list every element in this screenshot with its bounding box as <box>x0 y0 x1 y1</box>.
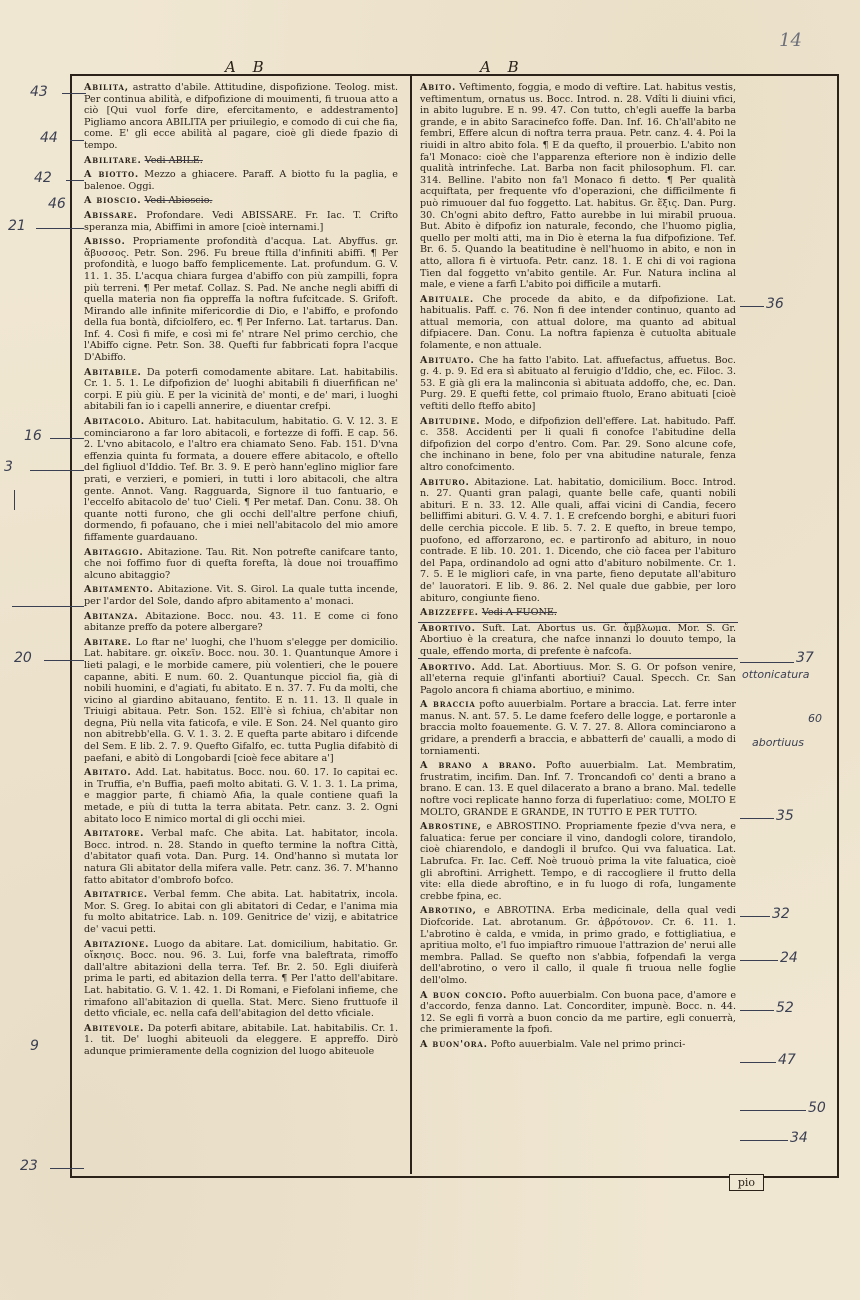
entry-headword: Abisso. <box>84 236 126 248</box>
margin-note: 21 <box>8 218 26 234</box>
running-head-left: A B <box>225 58 270 76</box>
dictionary-entry <box>418 622 738 659</box>
entry-text: Modo, e difpofizion dell'effere. Lat. habitudo. Paff. c. 358. Accidenti per li quali fi conofce l'abitudine della difpofizion del corpo d'entro. Com. Par. 29. Sono alcune cofe, che inchinano in bene, folo per vna abitudine naturale, fenza altro conofcimento. <box>420 415 736 473</box>
margin-note: 34 <box>790 1130 808 1146</box>
dictionary-entry <box>418 699 738 757</box>
dictionary-entry <box>418 355 738 413</box>
dictionary-entry <box>82 547 400 582</box>
margin-note: 16 <box>24 428 42 444</box>
margin-note: 23 <box>20 1158 38 1174</box>
entry-text: astratto d'abile. Attitudine, dispofizione. Teolog. mist. Per continua abilità, e difpofizione di mouimenti, fi truoua atto a ciò [Qui vuol forfe dire, efercitamento, e addestramento] Pigliamo ancora ABILITA per priuilegio, e comodo di cui che fia, come. E' gli ecce abilità al pagare, cioè gli diede fpazio di tempo. <box>84 82 398 151</box>
margin-note: 46 <box>48 196 66 212</box>
entry-text: Add. Lat. Abortiuus. Mor. S. G. Or pofson venire, all'eterna requie gl'infanti abortiui? Caual. Specch. Cr. San Pagolo ancora fi chiama abortiuo, e minimo. <box>420 661 736 696</box>
entry-text: Pofto auuerbialm. Vale nel primo princi- <box>490 1038 686 1050</box>
entry-text: Add. Lat. habitatus. Bocc. nou. 60. 17. Io capitai ec. in Truffia, e'n Buffia, paefi molto abitati. G. V. 1. 3. 1. La prima, e maggior parte, fi chiamò Afia, la quale contiene quafi la metade, e più di tutta la terra abitata. Petr. canz. 3. 2. Ogni abitato loco E nimico mortal di gli occhi miei. <box>84 767 398 825</box>
margin-note: 43 <box>30 84 48 100</box>
margin-leader <box>62 93 86 94</box>
dictionary-entry <box>418 905 738 986</box>
dictionary-entry <box>418 760 738 818</box>
entry-headword: Abitato. <box>84 767 132 779</box>
margin-note: 20 <box>14 650 32 666</box>
column-divider <box>410 74 412 1174</box>
margin-note: 52 <box>776 1000 794 1016</box>
entry-text: Abituro. Lat. habitaculum, habitatio. G. V. 12. 3. E cominciarono a far loro abitacoli, e fortezze di foffi. E cap. 56. 2. L'vno abitacolo, e l'altro era chiamato Seno. Fab. 151. D'vna effenzia quinta fu formata, a douere effere abitacolo, e oftello del figliuol d'Iddio. Tef. Br. 3. 9. E però hann'eglino miglior fare prati, e verzieri, e pomieri, in tutti i loro abitacoli, che altra gente. Annot. Vang. Ragguarda, Signore il tuo fantuario, e l'eccelfo abitacolo de' tuo' Cieli. ¶ Per metaf. Dan. Conu. 38. Oh quante notti furono, che gli occhi dell'altre perfone chiufi, dormendo, fi pofauano, che i miei nell'abitacolo del mio amore fiffamente guardauano. <box>84 416 398 543</box>
dictionary-entry <box>418 477 738 605</box>
dictionary-entry <box>82 1023 400 1058</box>
margin-note: 35 <box>776 808 794 824</box>
catchword: pio <box>729 1174 764 1191</box>
margin-note: 3 <box>4 459 13 475</box>
entry-text: Verbal mafc. Che abita. Lat. habitator, incola. Bocc. introd. n. 28. Stando in quefto termine la noftra Città, d'abitator quafi vota. Dan. Purg. 14. Ond'hanno sì mutata lor natura Gli abitator della mifera valle. Petr. canz. 36. 7. M'hanno fatto abitator d'ombrofo bofco. <box>84 828 398 886</box>
dictionary-entry <box>82 584 400 607</box>
entry-headword: A biotto. <box>84 169 140 181</box>
dictionary-entry <box>82 82 400 152</box>
entry-headword: Abitabile. <box>84 366 142 378</box>
entry-text: Vedi Abioscio. <box>144 195 213 207</box>
margin-annotation: ottonicatura <box>742 668 810 681</box>
entry-text: Abitazione. Vit. S. Girol. La quale tutta incende, per l'ardor del Sole, dando afpro abitamento a' monaci. <box>84 584 398 607</box>
entry-headword: Abrostine, <box>420 821 482 833</box>
entry-text: pofto auuerbialm. Portare a braccia. Lat. ferre inter manus. N. ant. 57. 5. Le dame fcefero delle logge, e portaronle a braccia molto foauemente. G. V. 7. 27. 8. Allora cominciarono a gridare, a prenderfi a braccia, e abbatterfi de' caualli, a modo di torniamenti. <box>420 699 736 757</box>
dictionary-entry <box>418 821 738 902</box>
entry-text: Abitazione. Lat. habitatio, domicilium. Bocc. Introd. n. 27. Quanti gran palagi, quante belle cafe, quanti nobili abituri. E n. 33. 12. Alle quali, affai vicini di Candia, fecero belliffimi abituri. G. V. 4. 7. 1. E crefcendo borghi, e abituri fuori delle cerchia piccole. E lib. 5. 7. 2. E quefto, in breue tempo, puofono, ed afforzarono, ec. e partironfo ad abituro, in nouo contrade. E lib. 10. 201. 1. Dicendo, che ciò facea per l'abituro del Papa, ordinandolo ad ogni atto d'abituro nobilmente. Cr. 1. 7. 5. E le migliori cafe, in vna parte, fieno deputate all'abituro de' lauoratori. E lib. 9. 86. 2. Nel quale due gabbie, per loro abituro, congiunte fieno. <box>420 476 736 604</box>
entry-text: Profondare. Vedi ABISSARE. Fr. Iac. T. Crifto speranza mia, Abiffimi in amore [cioè internami.] <box>84 209 399 233</box>
entry-text: Abitazione. Bocc. nou. 43. 11. E come ci fono abitanze preffo da potere albergare? <box>84 610 398 634</box>
dictionary-entry <box>82 828 400 886</box>
margin-annotation: 60 <box>808 712 822 725</box>
dictionary-entry <box>82 416 400 544</box>
running-head-right: A B <box>480 58 525 76</box>
margin-leader <box>740 818 774 819</box>
dictionary-entry <box>82 155 400 167</box>
margin-leader <box>740 662 794 663</box>
entry-text: e ABROTINA. Erba medicinale, della qual vedi Diofcoride. Lat. abrotanum. Gr. ἀβρότονον. Cr. 6. 11. 1. L'abrotino è calda, e vmida, in primo grado, e fottigliatiua, e apritiua molto, e'l fuo impiaftro rimuoue l'attrazion de' nerui alle membra. Pallad. Se quefto non s'abbia, fofpendafi la verga dell'abrotino, o vero il callo, il quale fi truoua nelle foglie dell'olmo. <box>420 905 736 986</box>
entry-text: Vedi ABILE. <box>144 154 203 166</box>
entry-headword: Abitaggio. <box>84 546 144 558</box>
entry-headword: Abitudine. <box>420 415 481 427</box>
margin-leader <box>740 1110 806 1111</box>
entry-text: Da poterfi abitare, abitabile. Lat. habitabilis. Cr. 1. 1. tit. De' luoghi abiteuoli da eleggere. E appreffo. Dirò adunque primieramente della cognizion del luogo abiteuole <box>84 1022 398 1057</box>
entry-text: Che procede da abito, e da difpofizione. Lat. habitualis. Paff. c. 76. Non fi dee intender continuo, quanto ad attual memoria, con attual dolore, ma quanto ad abitual difpiacere. Dan. Conu. La noftra fapienza è cutuolta abituale folamente, e non attuale. <box>420 293 736 352</box>
margin-note: 9 <box>30 1038 39 1054</box>
entry-headword: Abitazione. <box>84 938 150 950</box>
dictionary-entry <box>82 889 400 935</box>
entry-headword: Abissare. <box>84 209 138 221</box>
entry-headword: Abitare. <box>84 636 132 648</box>
entry-headword: Abilitare. <box>84 154 142 166</box>
dictionary-entry <box>82 210 400 233</box>
entry-headword: Abilita, <box>84 82 129 93</box>
entry-headword: Abizzeffe. <box>420 607 479 619</box>
entry-text: Verbal femm. Che abita. Lat. habitatrix, incola. Mor. S. Greg. Io abitai con gli abitatori di Cedar, e l'anima mia fu molto abitatrice. Lab. n. 109. Genitrice de' vizij, e abitatrice de' vacui petti. <box>84 889 398 935</box>
dictionary-entry <box>82 611 400 634</box>
entry-headword: Abitevole. <box>84 1022 145 1034</box>
dictionary-entry <box>82 367 400 413</box>
entry-headword: Abitacolo. <box>84 416 145 428</box>
margin-leader <box>70 140 84 141</box>
margin-leader <box>740 960 778 961</box>
margin-leader <box>740 916 770 917</box>
margin-leader <box>12 606 84 607</box>
margin-leader <box>740 1010 774 1011</box>
entry-text: Abitazione. Tau. Rit. Non potrefte canifcare tanto, che noi foffimo fuor di quefta forefta, là doue noi trouaffimo alcuno abitaggio? <box>84 546 398 581</box>
left-column <box>82 82 400 1167</box>
dictionary-entry <box>418 607 738 619</box>
right-column <box>418 82 738 1167</box>
margin-note: 44 <box>40 130 58 146</box>
entry-text: Pofto auuerbialm. Con buona pace, d'amore e d'accordo, fenza danno. Lat. Concorditer, impunè. Bocc. n. 44. 12. Se egli fi vorrà a buon concio da me partire, egli conuerrà, che primieramente la fpofi. <box>420 989 736 1036</box>
entry-headword: Abitatore. <box>84 828 145 840</box>
margin-leader <box>50 438 84 439</box>
dictionary-entry <box>82 637 400 765</box>
entry-text: Suft. Lat. Abortus us. Gr. ἄμβλωμα. Mor. S. Gr. Abortiuo è la creatura, che nafce innanzi lo douuto tempo, la quale, effendo morta, di prefente è nafcofa. <box>420 622 736 657</box>
entry-text: Lo ftar ne' luoghi, che l'huom s'elegge per domicilio. Lat. habitare. gr. οἰκεῖν. Bocc. nou. 30. 1. Quantunque Amore i lieti palagi, e le morbide camere, più volentieri, che le pouere capanne, abiti. E num. 60. 2. Quantunque picciol fia, già di nobili huomini, e d'agiati, fu abitato. E n. 37. 7. Fu da molti, che vicino al giardino abitauano, fentito. E n. 11. 13. Il quale in Triuigi abitaua. Petr. Son. 152. Ell'è sì fchiua, ch'abitar non degna, Più nella vita faticofa, e vile. E Son. 24. Nel quanto giro non abitrebb'ella. G. V. 1. 3. 2. E quefta parte abitaro i difcende del Sem. E lib. 2. 7. 9. Quefto Gifalfo, ec. tutta Puglia difabitò di paefani, e abitò di Longobardi [cioè fece abitare a'] <box>84 636 398 764</box>
dictionary-entry <box>82 169 400 192</box>
entry-text: Veftimento, foggia, e modo di veftire. Lat. habitus vestis, veftimentum, ornatus us. Bocc. Introd. n. 28. Vdîti li diuini vfici, in abito lugubre. E n. 99. 47. Con tutto, ch'egli aueffe la barba grande, e in abito Saracinefco foffe. Dan. Inf. 16. Ch'all'abito ne fembri, Effere alcun di noftra terra praua. Petr. canz. 4. 4. Poi la riuidi in altro abito fola. ¶ E da quefto, il prouerbio. L'abito non fa'l Monaco: cioè che l'apparenza efteriore non è indizio delle qualità intrinfeche. Lat. Barba non facit philosophum. Fl. car. 314. Belline. l'abito non fa'l Monaco fi detto. ¶ Per qualità acquiftata, per frequente vfo d'operazioni, che difficilmente fi può rimuouer dal fuo foggetto. Lat. habitus. Gr. ἕξις. Dan. Purg. 30. Ch'ogni abito deftro, Fatto aurebbe in lui mirabil pruoua. But. Abito è difpofiz ion naturale, fecondo, che l'huomo piglia, quello per molti atti, ma in Dio è eterna la fua difpofizione. Tef. Br. 6. 5. Quando la beatitudine è nell'huomo in abito, e non in atto, allora fi è virtuofa. Petr. canz. 18. 1. E chi di voi ragiona Tien dal foggetto vn'abito gentile. Ar. Fur. Natura inclina al male, e viene a farfi L'abito poi difficile a mutarfi. <box>420 82 736 291</box>
margin-leader <box>66 180 84 181</box>
entry-text: Che ha fatto l'abito. Lat. affuefactus, affuetus. Boc. g. 4. p. 9. Ed era sì abituato al feruigio d'Iddio, che, ec. Filoc. 3. 53. E già gli era la malinconia sì abituata addoffo, che, ec. Dan. Purg. 29. E quefti fette, col primaio ftuolo, Erano abituati [cioè veftiti dello fteffo abito] <box>420 354 736 413</box>
margin-note: 50 <box>808 1100 826 1116</box>
entry-headword: A buon concio. <box>420 989 508 1001</box>
dictionary-entry <box>418 294 738 352</box>
margin-mark <box>14 490 15 510</box>
dictionary-entry <box>418 662 738 697</box>
entry-text: Mezzo a ghiacere. Paraff. A biotto fu la paglia, e balenoe. Oggi. <box>84 169 398 192</box>
margin-note: 37 <box>796 650 814 666</box>
dictionary-entry <box>418 82 738 291</box>
margin-leader <box>30 470 84 471</box>
folio-number: 14 <box>779 30 802 51</box>
entry-headword: Abitanza. <box>84 610 139 622</box>
margin-leader <box>44 660 84 661</box>
dictionary-entry <box>418 1039 738 1051</box>
margin-leader <box>50 1168 84 1169</box>
entry-text: Vedi A FUONE. <box>481 607 557 619</box>
entry-text: Propriamente profondità d'acqua. Lat. Abyffus. gr. ἄβυσσος. Petr. Son. 296. Fu breue ftilla d'infiniti abiffi. ¶ Per profondità, e luogo baffo femplicemente. Lat. profundum. G. V. 11. 1. 35. L'acqua chiara furgea d'abiffo con più zampilli, fopra più terreni. ¶ Per metaf. Collaz. S. Pad. Ne anche negli abiffi di quella materia non fia oppreffa la noftra fufcitcade. S. Grifoft. Mirando alle infinite mifericordie di Dio, e l'abiffo, e profondo della fua bontà, difciolfero, ec. ¶ Per Inferno. Lat. tartarus. Dan. Inf. 4. Così fi mife, e così mi fe' ntrare Nel primo cerchio, che l'Abiffo cigne. Petr. Son. 38. Quefti fur fabbricati fopra l'acque D'Abiffo. <box>84 236 398 364</box>
entry-headword: Abituro. <box>420 476 470 488</box>
margin-leader <box>740 1062 776 1063</box>
entry-text: Da poterfi comodamente abitare. Lat. habitabilis. Cr. 1. 5. 1. Le difpofizion de' luoghi abitabili fi diuerfifican ne' corpi. E più giù. E per la vicinità de' monti, e de' mari, i luoghi abitabili fan io i capelli annerire, e diuentar crefpi. <box>84 366 398 413</box>
dictionary-entry <box>82 236 400 364</box>
entry-headword: Abituale. <box>420 293 474 305</box>
entry-headword: Abitatrice. <box>84 889 148 901</box>
margin-leader <box>740 306 764 307</box>
margin-note: 42 <box>34 170 52 186</box>
dictionary-entry <box>82 767 400 825</box>
dictionary-entry <box>418 416 738 474</box>
entry-headword: Abrotino, <box>420 905 477 917</box>
entry-text: Luogo da abitare. Lat. domicilium, habitatio. Gr. οἴκησις. Bocc. nou. 96. 3. Lui, forfe vna baleftrata, rimoffo dall'altre abitazioni della terra. Tef. Br. 2. 50. Egli diuiferà prima le parti, ed abitazion della terra. ¶ Per l'atto dell'abitare. Lat. habitatio. G. V. 1. 42. 1. Di Romani, e Fiefolani infieme, che rimafono all'abitazion di quella. Stat. Merc. Sieno fruttuofe il detto vficiale, ec. nella cafa dell'abitagion del detto vficiale. <box>84 938 398 1020</box>
margin-leader <box>740 1140 788 1141</box>
margin-note: 36 <box>766 296 784 312</box>
dictionary-entry <box>82 195 400 207</box>
margin-note: 24 <box>780 950 798 966</box>
entry-headword: A buon'ora. <box>420 1038 488 1050</box>
dictionary-entry <box>82 939 400 1020</box>
entry-headword: A brano a brano. <box>420 760 537 772</box>
entry-text: Pofto auuerbialm. Lat. Membratim, frustratim, incifim. Dan. Inf. 7. Troncandofi co' denti a brano a brano. E can. 13. E quel dilacerato a brano a brano. Mal. tedelle noftre voci replicate hanno forza di fuperlatiuo: come, MOLTO E MOLTO, GRANDE E GRANDE, IN TUTTO E PER TUTTO. <box>420 760 736 818</box>
entry-headword: Abito. <box>420 82 457 93</box>
entry-headword: Abituato. <box>420 354 475 366</box>
dictionary-entry <box>418 990 738 1036</box>
margin-note: 47 <box>778 1052 796 1068</box>
entry-text: e ABROSTINO. Propriamente fpezie d'vva nera, e faluatica: ferue per conciare il vino, dandogli colore, tirandolo, cioè chiarendolo, e dandogli il brufco. Qui vva faluatica. Lat. Labrufca. Fr. Iac. Ceff. Noè truouò prima la vite faluatica, cioè gli abroftini. Arrighett. Tempo, e di raccogliere il frutto della vite: ella diede abroftino, e in fu luogo di rofa, lungamente crebbe fpina, ec. <box>420 821 736 902</box>
entry-headword: Abitamento. <box>84 584 154 596</box>
entry-headword: A braccia <box>420 699 476 711</box>
entry-headword: Abortivo. <box>420 622 476 634</box>
margin-note: 32 <box>772 906 790 922</box>
entry-headword: A bioscio. <box>84 195 142 207</box>
margin-annotation: abortiuus <box>752 736 805 749</box>
margin-leader <box>36 228 84 229</box>
entry-headword: Abortivo. <box>420 661 476 673</box>
